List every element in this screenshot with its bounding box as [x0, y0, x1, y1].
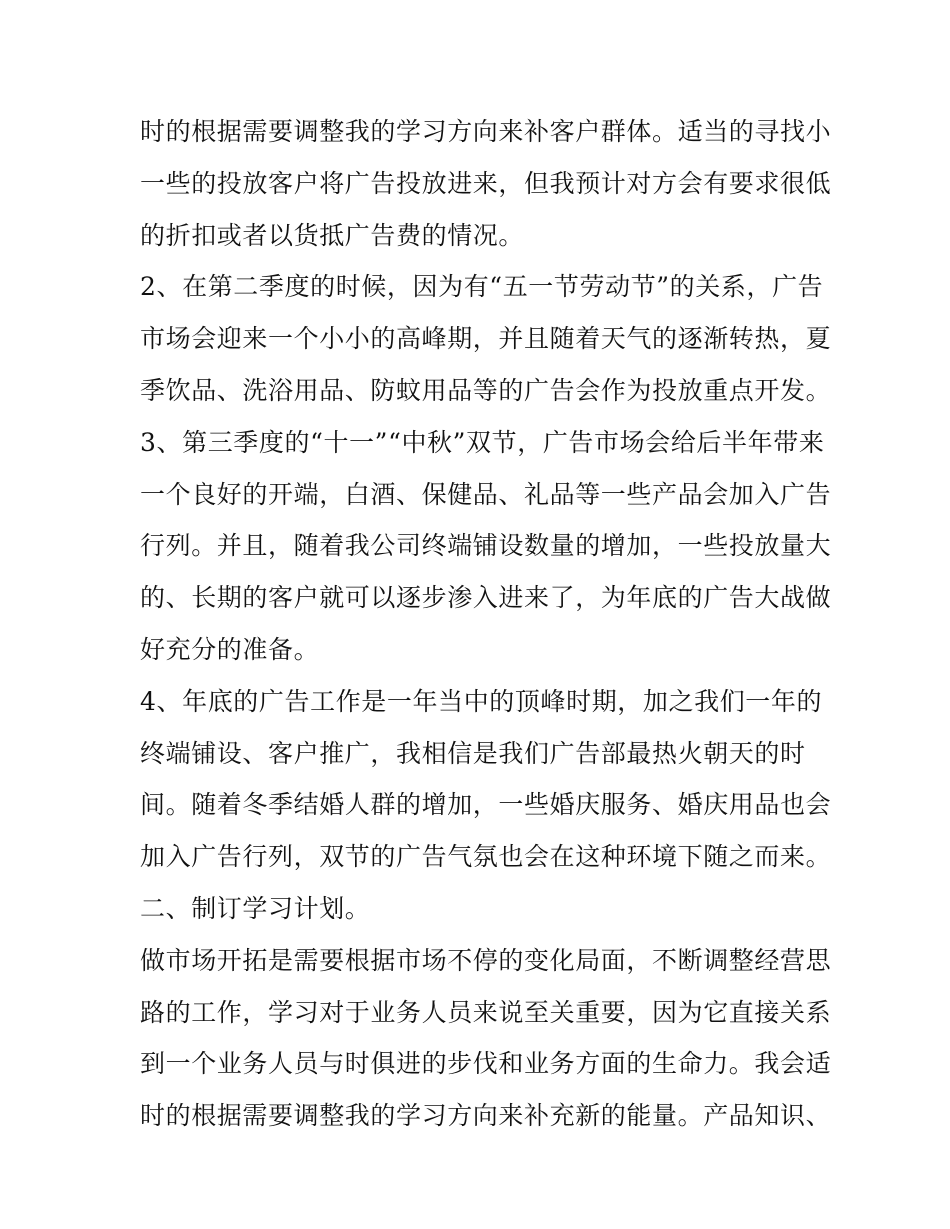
- text-line: 市场会迎来一个小小的高峰期，并且随着天气的逐渐转热，夏: [140, 324, 832, 354]
- text-line: 4、年底的广告工作是一年当中的顶峰时期，加之我们一年的: [140, 686, 823, 716]
- text-line: 一个良好的开端，白酒、保健品、礼品等一些产品会加入广告: [140, 479, 832, 509]
- text-line: 做市场开拓是需要根据市场不停的变化局面，不断调整经营思: [140, 945, 832, 975]
- text-line: 季饮品、洗浴用品、防蚊用品等的广告会作为投放重点开发。: [140, 375, 832, 405]
- text-line: 时的根据需要调整我的学习方向来补充新的能量。产品知识、: [140, 1101, 832, 1131]
- text-line: 到一个业务人员与时俱进的步伐和业务方面的生命力。我会适: [140, 1049, 832, 1079]
- text-line: 好充分的准备。: [140, 634, 320, 664]
- text-line: 路的工作，学习对于业务人员来说至关重要，因为它直接关系: [140, 997, 832, 1027]
- text-line: 加入广告行列，双节的广告气氛也会在这种环境下随之而来。: [140, 842, 832, 872]
- document-body: [140, 106, 830, 1142]
- text-line: 的、长期的客户就可以逐步渗入进来了，为年底的广告大战做: [140, 583, 832, 613]
- text-line: 间。随着冬季结婚人群的增加，一些婚庆服务、婚庆用品也会: [140, 790, 832, 820]
- section-heading: 二、制订学习计划。: [140, 893, 371, 923]
- text-line: 终端铺设、客户推广，我相信是我们广告部最热火朝天的时: [140, 738, 806, 768]
- text-line: 一些的投放客户将广告投放进来，但我预计对方会有要求很低: [140, 168, 832, 198]
- text-line: 行列。并且，随着我公司终端铺设数量的增加，一些投放量大: [140, 531, 832, 561]
- text-line: 时的根据需要调整我的学习方向来补客户群体。适当的寻找小: [140, 117, 832, 146]
- text-line: 的折扣或者以货抵广告费的情况。: [140, 220, 525, 250]
- text-line: 2、在第二季度的时候，因为有“五一节劳动节”的关系，广告: [140, 272, 824, 302]
- text-line: 3、第三季度的“十一”“中秋”双节，广告市场会给后半年带来: [140, 427, 825, 457]
